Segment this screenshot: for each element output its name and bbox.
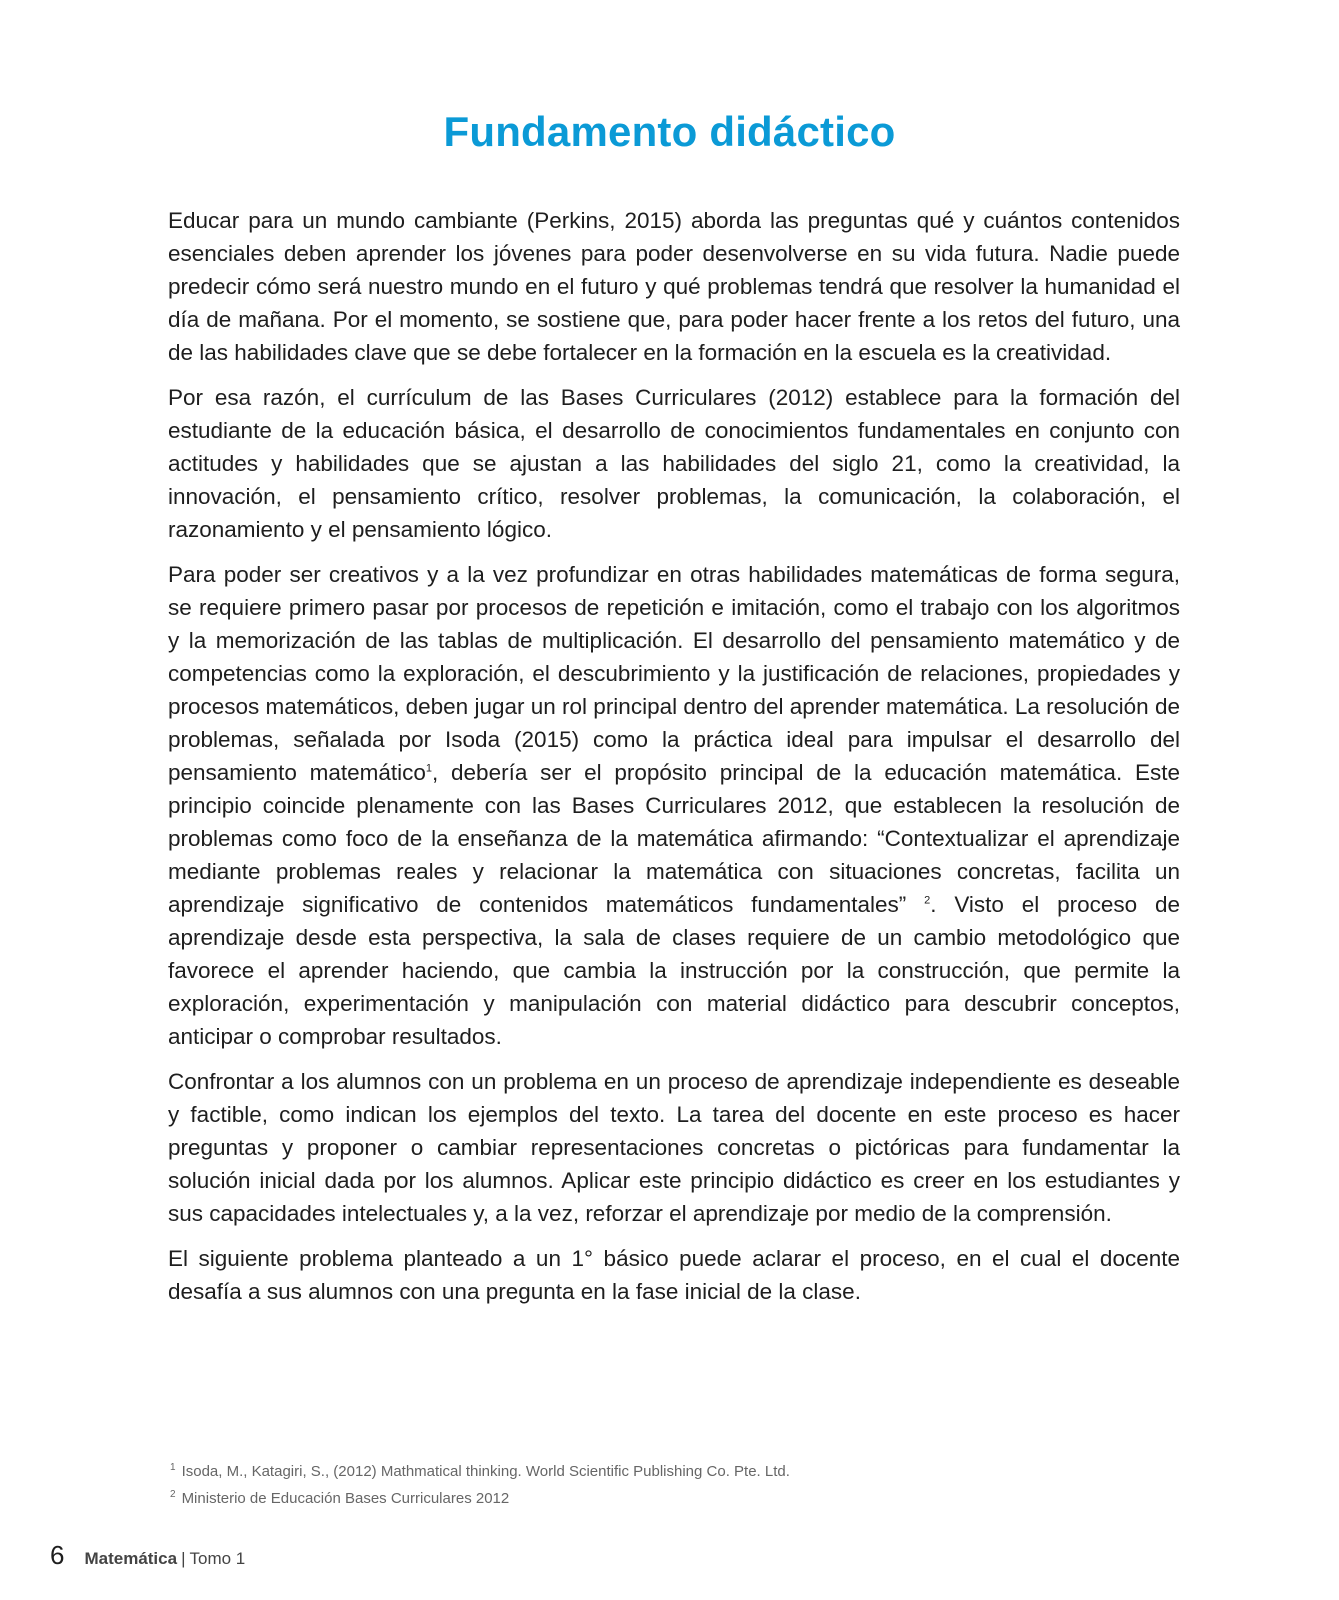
paragraph-3-part-1: Para poder ser creativos y a la vez profundizar en otras habilidades matemáticas de forma segura, se requiere primero pasar por procesos de repetición e imitación, como el trabajo con los algoritmos y la memorización de las tablas de multiplicación. El desarrollo del pensamiento matemático y de competencias como la exploración, el descubrimiento y la justificación de relaciones, propiedades y procesos matemáticos, deben jugar un rol principal dentro del aprender matemática. La resolución de problemas, señalada por Isoda (2015) como la práctica ideal para impulsar el desarrollo del pensamiento matemático [168,562,1180,785]
footnote-reference-1: 1 [425,762,433,775]
paragraph-1: Educar para un mundo cambiante (Perkins, 2015) aborda las preguntas qué y cuántos contenidos esenciales deben aprender los jóvenes para poder desenvolverse en su vida futura. Nadie puede predecir cómo será nuestro mundo en el futuro y qué problemas tendrá que resolver la humanidad el día de mañana. Por el momento, se sostiene que, para poder hacer frente a los retos del futuro, una de las habilidades clave que se debe fortalecer en la formación en la escuela es la creatividad. [168,208,1180,365]
paragraph-3-part-3: . Visto el proceso de aprendizaje desde esta perspectiva, la sala de clases requiere de un cambio metodológico que favorece el aprender haciendo, que cambia la instrucción por la construcción, que permite la exploración, experimentación y manipulación con material didáctico para descubrir conceptos, anticipar o comprobar resultados. [168,892,1180,1049]
footnote-1 [170,1456,1070,1483]
volume-label: Tomo 1 [189,1549,246,1568]
footnote-text: Isoda, M., Katagiri, S., (2012) Mathmatical thinking. World Scientific Publishing Co. Pte. Ltd. [181,1463,790,1480]
paragraph-4: Confrontar a los alumnos con un problema en un proceso de aprendizaje independiente es deseable y factible, como indican los ejemplos del texto. La tarea del docente en este proceso es hacer preguntas y proponer o cambiar representaciones concretas o pictóricas para fundamentar la solución inicial dada por los alumnos. Aplicar este principio didáctico es creer en los estudiantes y sus capacidades intelectuales y, a la vez, reforzar el aprendizaje por medio de la comprensión. [168,1069,1180,1226]
page-number: 6 [50,1540,65,1570]
footnote-number: 1 [170,1462,176,1473]
footnote-text: Ministerio de Educación Bases Curriculares 2012 [181,1490,510,1507]
page-footer [50,1540,245,1574]
book-title: Matemática [84,1549,178,1568]
paragraph-5: El siguiente problema planteado a un 1° básico puede aclarar el proceso, en el cual el docente desafía a sus alumnos con una pregunta en la fase inicial de la clase. [168,1246,1180,1304]
footnotes [170,1456,1070,1510]
paragraph-3 [168,558,1180,1053]
footnote-reference-2: 2 [924,894,931,907]
footnote-number: 2 [170,1489,176,1500]
footnote-2 [170,1483,1070,1510]
paragraph-3-part-2: , debería ser el propósito principal de la educación matemática. Este principio coincide plenamente con las Bases Curriculares 2012, que establecen la resolución de problemas como foco de la enseñanza de la matemática afirmando: “Contextualizar el aprendizaje mediante problemas reales y relacionar la matemática con situaciones concretas, facilita un aprendizaje significativo de contenidos matemáticos fundamentales” [168,760,1180,917]
body-text [168,204,1180,1320]
paragraph-2: Por esa razón, el currículum de las Bases Curriculares (2012) establece para la formación del estudiante de la educación básica, el desarrollo de conocimientos fundamentales en conjunto con actitudes y habilidades que se ajustan a las habilidades del siglo 21, como la creatividad, la innovación, el pensamiento crítico, resolver problemas, la comunicación, la colaboración, el razonamiento y el pensamiento lógico. [168,385,1180,542]
footer-separator: | [181,1549,186,1568]
page-title: Fundamento didáctico [443,108,896,155]
